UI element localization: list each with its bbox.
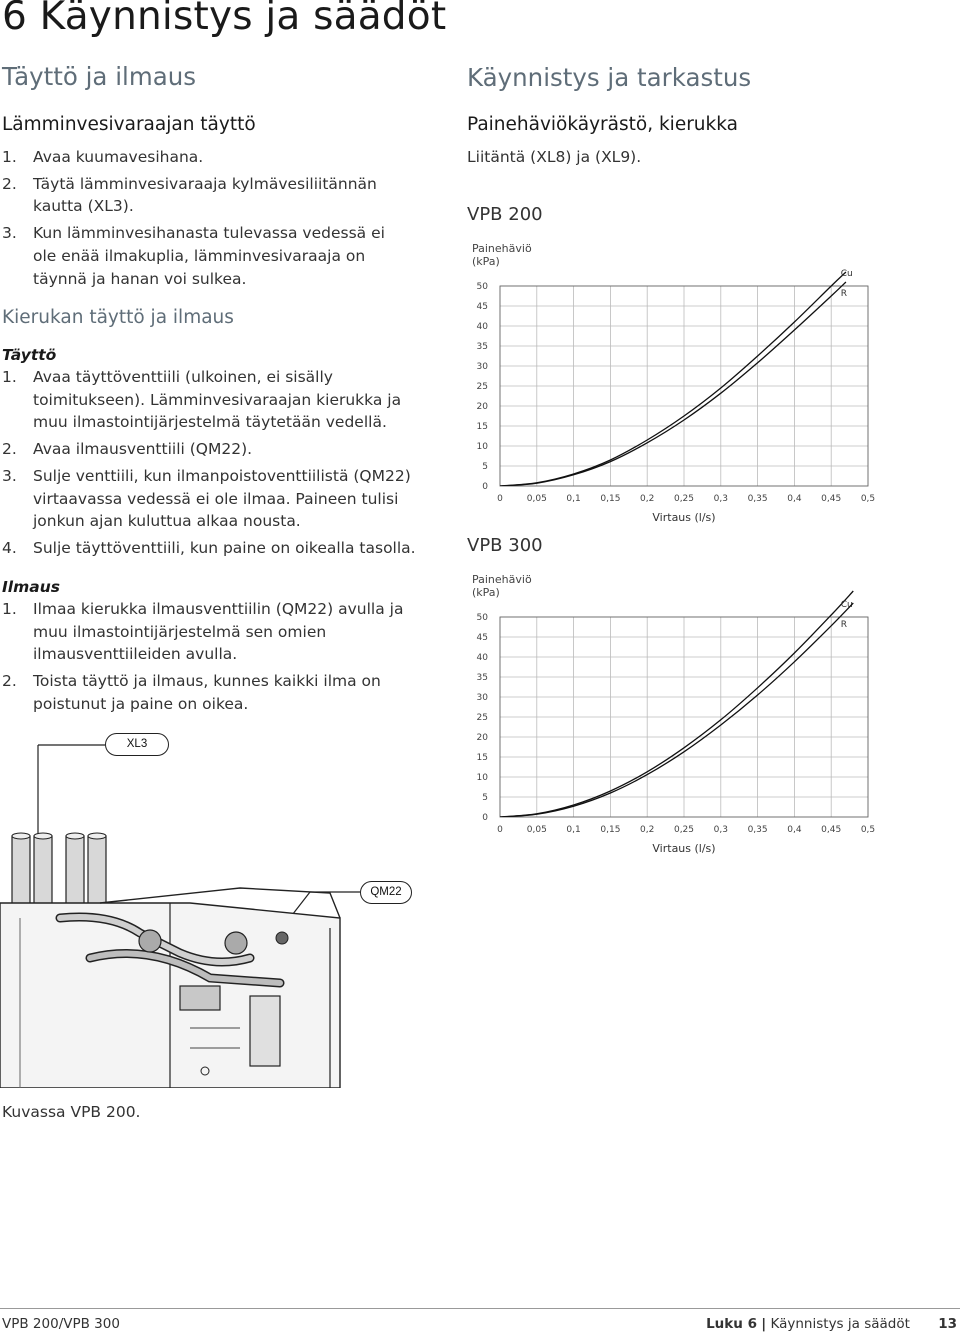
step-number: 2. xyxy=(2,440,17,459)
x-tick-label: 0,3 xyxy=(713,825,728,835)
x-tick-label: 0,3 xyxy=(713,494,728,504)
list-item xyxy=(2,438,422,461)
list-item xyxy=(2,598,422,666)
x-tick-label: 0 xyxy=(497,825,503,835)
y-tick-label: 30 xyxy=(476,693,488,703)
step-text: Sulje täyttöventtiili, kun paine on oikealla tasolla. xyxy=(33,538,416,557)
x-tick-label: 0,2 xyxy=(640,494,655,504)
subsection-title-pressure-drop: Painehäviökäyrästö, kierukka xyxy=(467,114,738,135)
step-text: Avaa ilmausventtiili (QM22). xyxy=(33,440,253,459)
y-tick-label: 10 xyxy=(476,442,488,452)
y-axis-label-part: (kPa) xyxy=(472,255,500,268)
section-title-startup: Käynnistys ja tarkastus xyxy=(467,63,752,92)
footer-model: VPB 200/VPB 300 xyxy=(2,1316,120,1332)
chart-svg xyxy=(460,567,880,857)
y-tick-label: 10 xyxy=(476,773,488,783)
list-item xyxy=(2,465,422,533)
subsection-title-coil: Kierukan täyttö ja ilmaus xyxy=(2,307,234,328)
y-tick-label: 50 xyxy=(476,282,488,292)
x-tick-label: 0,15 xyxy=(600,494,621,504)
y-tick-label: 30 xyxy=(476,362,488,372)
step-number: 1. xyxy=(2,148,17,166)
step-text: Täytä lämminvesivaraaja kylmävesiliitännän kautta (XL3). xyxy=(33,174,377,216)
list-item xyxy=(2,146,402,169)
y-tick-label: 5 xyxy=(482,462,488,472)
x-tick-label: 0,25 xyxy=(673,494,695,504)
x-tick-label: 0,2 xyxy=(640,825,655,835)
series-label-cu: Cu xyxy=(840,600,853,610)
x-tick-label: 0,1 xyxy=(566,825,581,835)
venting-steps xyxy=(2,598,422,716)
page-number: 13 xyxy=(938,1316,957,1332)
x-tick-label: 0,15 xyxy=(600,825,621,835)
x-tick-label: 0 xyxy=(497,494,503,504)
chart-title-vpb200: VPB 200 xyxy=(467,204,543,225)
step-text: Toista täyttö ja ilmaus, kunnes kaikki ilma on poistunut ja paine on oikea. xyxy=(33,672,381,713)
y-tick-label: 15 xyxy=(476,753,488,763)
series-label-cu: Cu xyxy=(840,269,853,279)
section-title-filling: Täyttö ja ilmaus xyxy=(2,62,197,91)
y-axis-label-part: Painehäviö xyxy=(472,573,532,586)
y-tick-label: 35 xyxy=(476,342,488,352)
list-item xyxy=(2,173,402,218)
step-text: Avaa täyttöventtiili (ulkoinen, ei sisälly toimitukseen). Lämminvesivaraajan kierukka ja muu ilmastointijärjestelmä täytetään vedellä. xyxy=(33,368,402,432)
list-item xyxy=(2,670,422,715)
step-number: 2. xyxy=(2,672,17,691)
x-tick-label: 0,25 xyxy=(673,825,695,835)
x-tick-label: 0,1 xyxy=(566,494,581,504)
callout-xl3: XL3 xyxy=(105,733,169,756)
list-item xyxy=(2,366,422,434)
footer-chapter-name: Käynnistys ja säädöt xyxy=(770,1316,910,1332)
step-text: Sulje venttiili, kun ilmanpoistoventtiilistä (QM22) virtaavassa vedessä ei ole ilmaa. Paineen tulisi jonkun ajan kuluttua alkaa nousta. xyxy=(33,466,411,531)
hot-water-steps xyxy=(2,146,402,290)
y-tick-label: 20 xyxy=(476,402,488,412)
heater-illustration xyxy=(0,728,430,1088)
y-axis-label-part: (kPa) xyxy=(472,586,500,599)
series-label-r: R xyxy=(840,620,848,630)
x-tick-label: 0,35 xyxy=(747,494,768,504)
chart-title-vpb300: VPB 300 xyxy=(467,535,543,556)
x-axis-label: Virtaus (l/s) xyxy=(652,511,716,524)
step-number: 1. xyxy=(2,368,17,386)
y-tick-label: 45 xyxy=(476,302,488,312)
footer-rule xyxy=(0,1308,960,1309)
x-tick-label: 0,35 xyxy=(747,825,768,835)
venting-title: Ilmaus xyxy=(2,578,60,596)
x-tick-label: 0,45 xyxy=(821,825,842,835)
step-number: 4. xyxy=(2,538,17,557)
list-item xyxy=(2,537,422,560)
connection-text: Liitäntä (XL8) ja (XL9). xyxy=(467,148,642,166)
list-item xyxy=(2,222,402,290)
x-tick-label: 0,4 xyxy=(787,825,802,835)
x-tick-label: 0,5 xyxy=(860,825,876,835)
heater-drawing xyxy=(0,728,430,1088)
x-tick-label: 0,05 xyxy=(526,494,547,504)
y-axis-label-part: Painehäviö xyxy=(472,242,532,255)
x-tick-label: 0,5 xyxy=(860,494,876,504)
y-tick-label: 35 xyxy=(476,673,488,683)
step-number: 3. xyxy=(2,466,17,485)
step-number: 1. xyxy=(2,600,17,618)
y-axis-label xyxy=(472,573,532,599)
subsection-title-hot-water: Lämminvesivaraajan täyttö xyxy=(2,114,256,135)
footer-chapter xyxy=(706,1316,957,1332)
y-tick-label: 5 xyxy=(482,793,488,803)
step-text: Avaa kuumavesihana. xyxy=(33,148,204,166)
y-tick-label: 0 xyxy=(482,813,488,823)
y-tick-label: 20 xyxy=(476,733,488,743)
x-tick-label: 0,05 xyxy=(526,825,547,835)
chart-vpb300 xyxy=(460,567,880,857)
filling-steps xyxy=(2,366,422,560)
y-tick-label: 45 xyxy=(476,633,488,643)
x-axis-label: Virtaus (l/s) xyxy=(652,842,716,855)
filling-title: Täyttö xyxy=(2,346,57,364)
y-tick-label: 0 xyxy=(482,482,488,492)
y-tick-label: 25 xyxy=(476,382,488,392)
step-number: 2. xyxy=(2,174,17,193)
y-axis-label xyxy=(472,242,532,268)
y-tick-label: 15 xyxy=(476,422,488,432)
y-tick-label: 40 xyxy=(476,322,488,332)
step-text: Ilmaa kierukka ilmausventtiilin (QM22) avulla ja muu ilmastointijärjestelmä sen omien ilmausventtiileiden avulla. xyxy=(33,600,404,664)
chapter-title: 6 Käynnistys ja säädöt xyxy=(2,0,447,39)
y-tick-label: 25 xyxy=(476,713,488,723)
series-line-r xyxy=(500,603,853,817)
step-number: 3. xyxy=(2,224,17,243)
footer-separator: | xyxy=(761,1316,767,1332)
x-tick-label: 0,45 xyxy=(821,494,842,504)
callout-qm22: QM22 xyxy=(360,881,412,904)
chart-svg xyxy=(460,236,880,526)
series-label-r: R xyxy=(840,289,848,299)
footer-chapter-label: Luku 6 xyxy=(706,1316,757,1332)
series-line-cu xyxy=(500,591,853,817)
step-text: Kun lämminvesihanasta tulevassa vedessä ei ole enää ilmakuplia, lämminvesivaraaja on täynnä ja hanan voi sulkea. xyxy=(33,224,385,288)
chart-vpb200 xyxy=(460,236,880,526)
x-tick-label: 0,4 xyxy=(787,494,802,504)
y-tick-label: 50 xyxy=(476,613,488,623)
figure-caption: Kuvassa VPB 200. xyxy=(2,1103,141,1121)
y-tick-label: 40 xyxy=(476,653,488,663)
